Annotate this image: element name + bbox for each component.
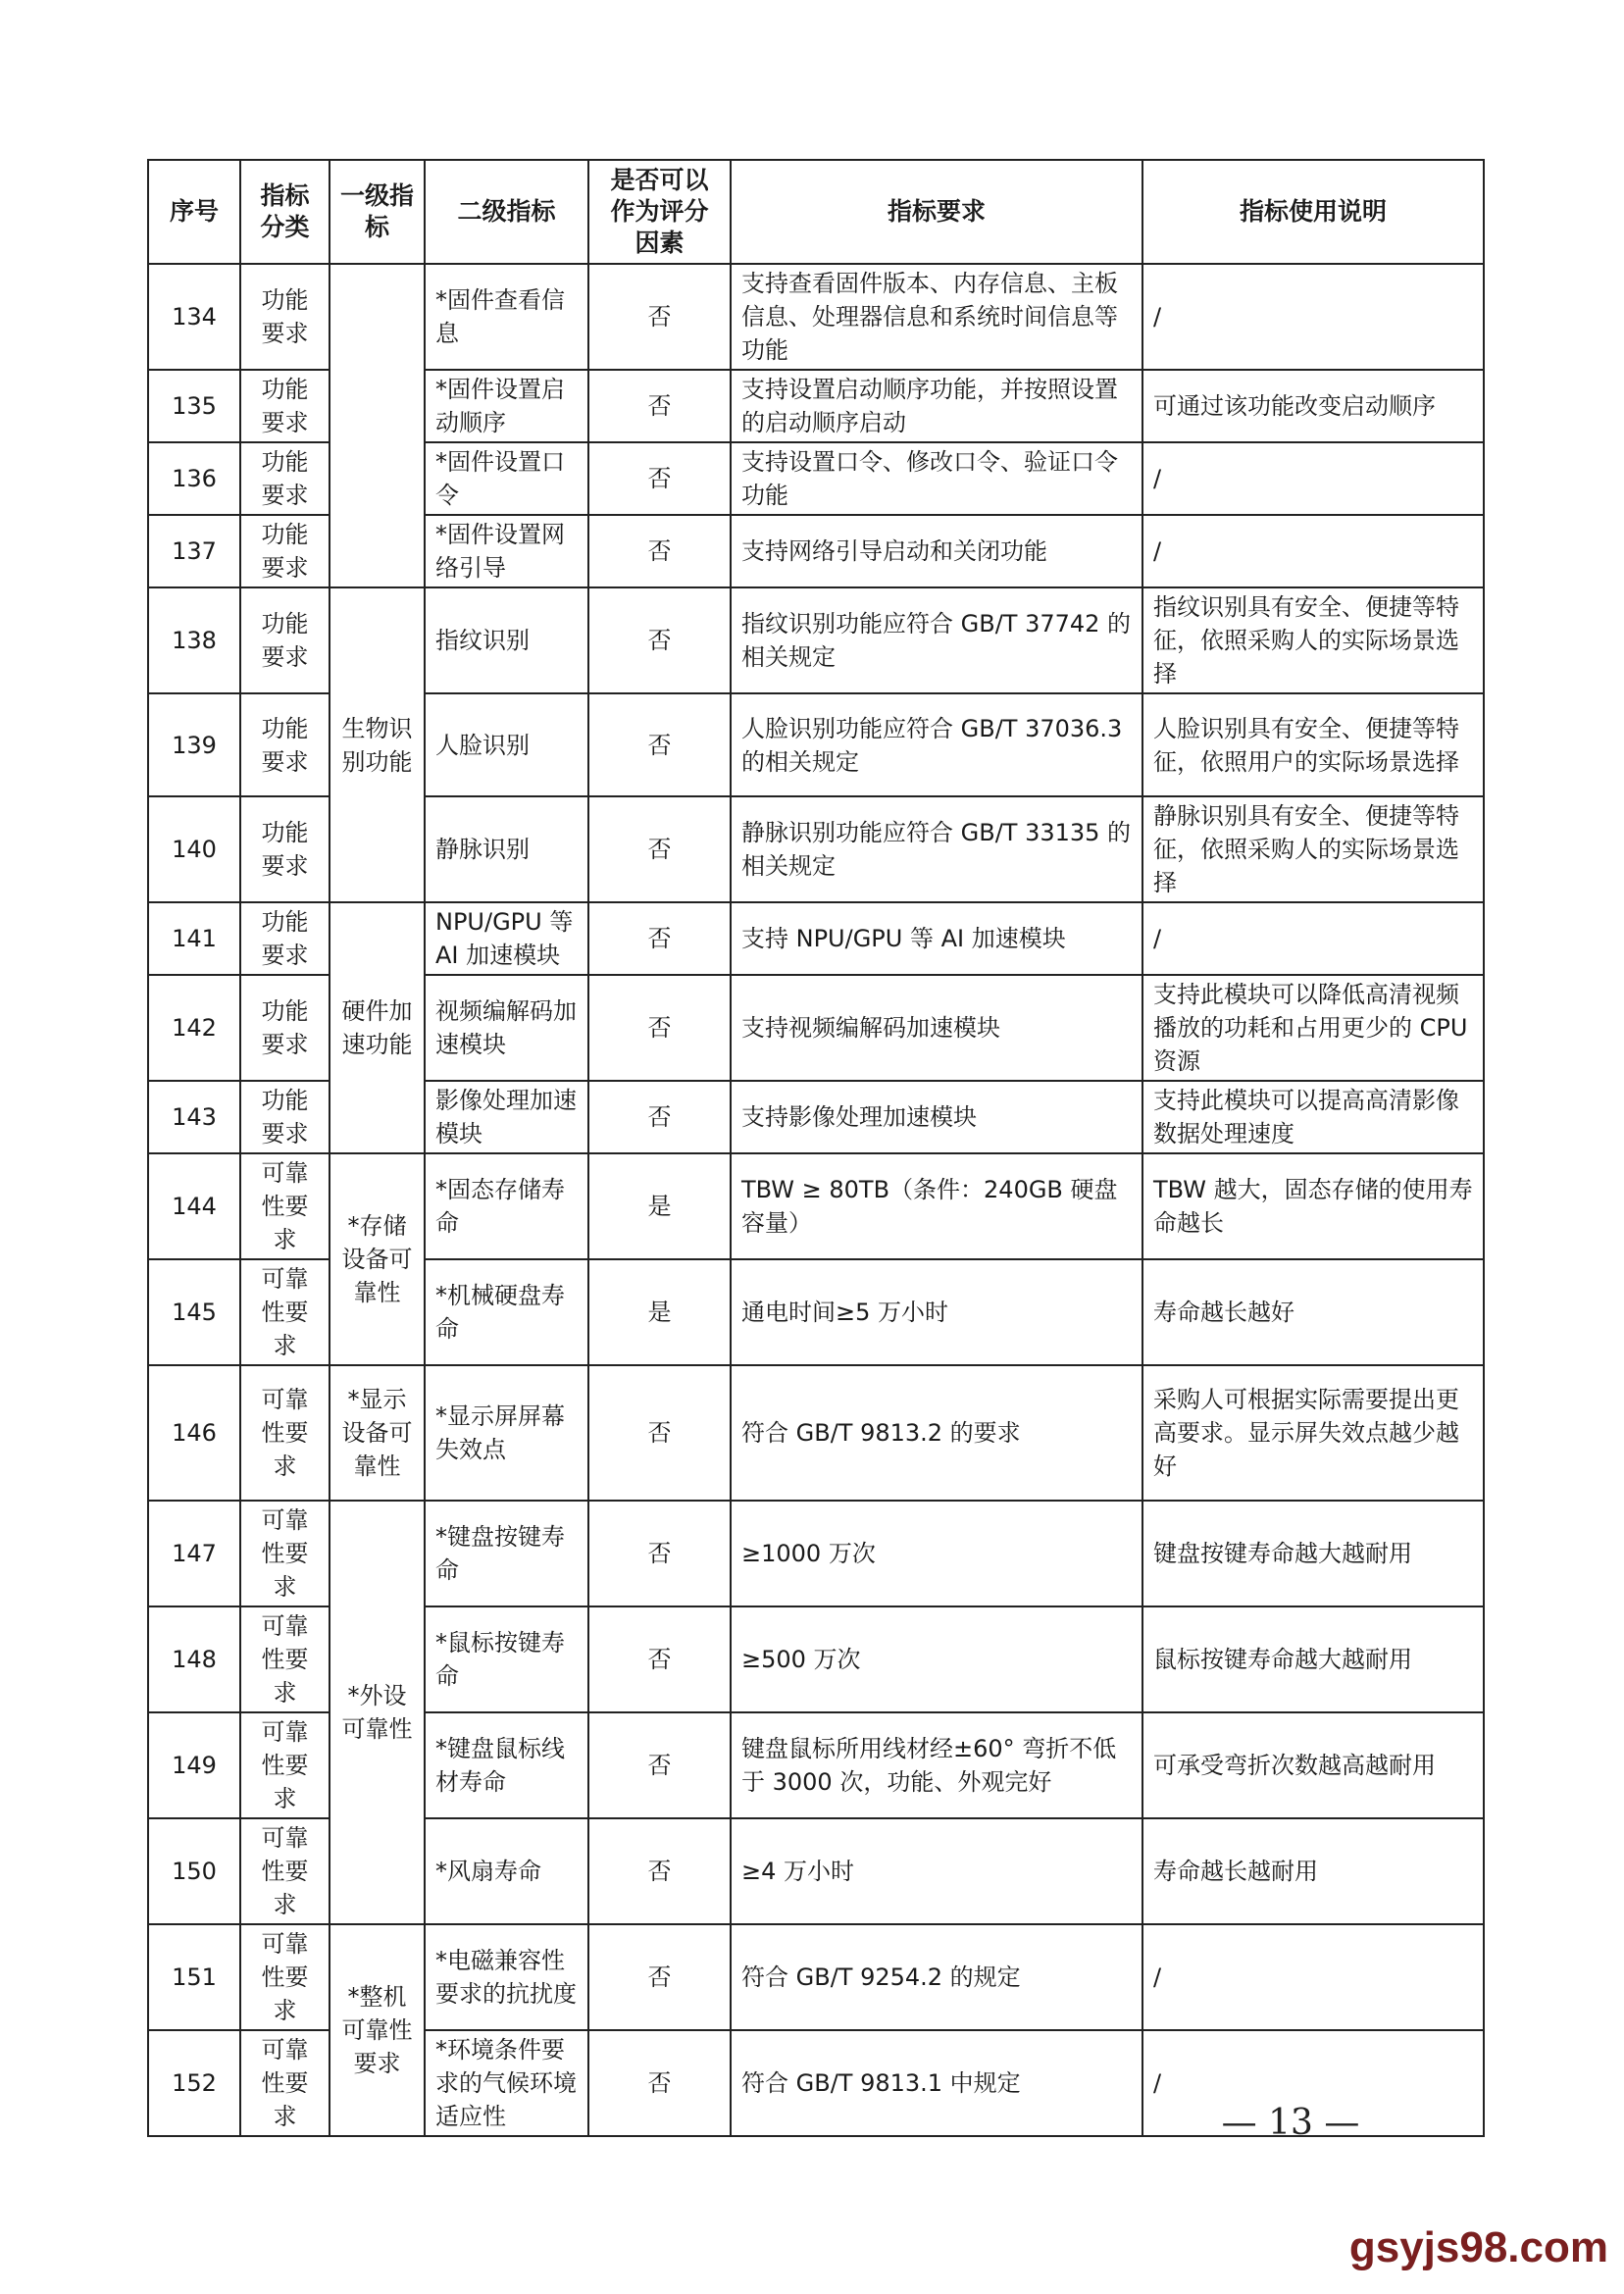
row-category: 功能要求	[240, 1081, 330, 1153]
row-scoring: 否	[588, 693, 731, 796]
row-requirement: 通电时间≥5 万小时	[731, 1259, 1142, 1365]
row-level2: *电磁兼容性要求的抗扰度	[425, 1924, 588, 2030]
row-requirement: 支持 NPU/GPU 等 AI 加速模块	[731, 902, 1142, 975]
row-no: 140	[148, 796, 240, 902]
row-note: 支持此模块可以降低高清视频播放的功耗和占用更少的 CPU 资源	[1142, 975, 1484, 1081]
row-level2: 人脸识别	[425, 693, 588, 796]
row-level2: *键盘按键寿命	[425, 1501, 588, 1606]
row-scoring: 否	[588, 1606, 731, 1712]
row-scoring: 否	[588, 1924, 731, 2030]
table-row	[148, 902, 1484, 975]
row-requirement: ≥500 万次	[731, 1606, 1142, 1712]
group-firmware-empty	[330, 264, 425, 587]
row-requirement: 支持网络引导启动和关闭功能	[731, 515, 1142, 587]
row-requirement: 符合 GB/T 9813.1 中规定	[731, 2030, 1142, 2136]
row-category: 功能要求	[240, 693, 330, 796]
row-level2: *机械硬盘寿命	[425, 1259, 588, 1365]
row-note: 静脉识别具有安全、便捷等特征，依照采购人的实际场景选择	[1142, 796, 1484, 902]
row-note: 可通过该功能改变启动顺序	[1142, 370, 1484, 442]
row-note: 键盘按键寿命越大越耐用	[1142, 1501, 1484, 1606]
row-category: 功能要求	[240, 796, 330, 902]
row-requirement: 支持视频编解码加速模块	[731, 975, 1142, 1081]
row-no: 136	[148, 442, 240, 515]
row-category: 可靠性要求	[240, 1606, 330, 1712]
row-category: 功能要求	[240, 587, 330, 693]
header-row	[148, 160, 1484, 264]
row-level2: 影像处理加速模块	[425, 1081, 588, 1153]
table-row	[148, 1153, 1484, 1259]
table-row	[148, 1365, 1484, 1501]
row-no: 135	[148, 370, 240, 442]
row-level2: *鼠标按键寿命	[425, 1606, 588, 1712]
row-category: 功能要求	[240, 515, 330, 587]
row-category: 可靠性要求	[240, 1259, 330, 1365]
row-requirement: 符合 GB/T 9254.2 的规定	[731, 1924, 1142, 2030]
row-level2: NPU/GPU 等 AI 加速模块	[425, 902, 588, 975]
group-peripheral-reliability: *外设可靠性	[330, 1501, 425, 1924]
row-requirement: ≥4 万小时	[731, 1818, 1142, 1924]
row-no: 146	[148, 1365, 240, 1501]
table-row	[148, 1501, 1484, 1606]
row-note: 人脸识别具有安全、便捷等特征，依照用户的实际场景选择	[1142, 693, 1484, 796]
row-note: 寿命越长越耐用	[1142, 1818, 1484, 1924]
row-scoring: 否	[588, 587, 731, 693]
row-no: 148	[148, 1606, 240, 1712]
row-scoring: 否	[588, 515, 731, 587]
row-scoring: 否	[588, 796, 731, 902]
row-scoring: 否	[588, 1365, 731, 1501]
row-note: /	[1142, 264, 1484, 370]
page-number: — 13 —	[1221, 2103, 1360, 2143]
row-category: 可靠性要求	[240, 1924, 330, 2030]
row-no: 147	[148, 1501, 240, 1606]
table-row	[148, 1924, 1484, 2030]
row-category: 可靠性要求	[240, 1153, 330, 1259]
row-category: 可靠性要求	[240, 2030, 330, 2136]
row-level2: *固件设置启动顺序	[425, 370, 588, 442]
watermark: gsyjs98.com	[1348, 2223, 1608, 2271]
row-category: 功能要求	[240, 264, 330, 370]
row-requirement: 支持设置启动顺序功能，并按照设置的启动顺序启动	[731, 370, 1142, 442]
row-level2: *显示屏屏幕失效点	[425, 1365, 588, 1501]
row-category: 可靠性要求	[240, 1501, 330, 1606]
row-no: 145	[148, 1259, 240, 1365]
row-note: 寿命越长越好	[1142, 1259, 1484, 1365]
group-biometric: 生物识别功能	[330, 587, 425, 902]
row-scoring: 否	[588, 442, 731, 515]
group-hw-accel: 硬件加速功能	[330, 902, 425, 1153]
row-requirement: 符合 GB/T 9813.2 的要求	[731, 1365, 1142, 1501]
row-scoring: 否	[588, 1818, 731, 1924]
header-note: 指标使用说明	[1142, 160, 1484, 264]
header-level1: 一级指标	[330, 160, 425, 264]
row-scoring: 否	[588, 264, 731, 370]
row-level2: *环境条件要求的气候环境适应性	[425, 2030, 588, 2136]
row-no: 152	[148, 2030, 240, 2136]
row-level2: *固件设置口令	[425, 442, 588, 515]
row-note: 鼠标按键寿命越大越耐用	[1142, 1606, 1484, 1712]
row-scoring: 否	[588, 1712, 731, 1818]
row-no: 138	[148, 587, 240, 693]
row-no: 142	[148, 975, 240, 1081]
header-category: 指标分类	[240, 160, 330, 264]
row-category: 可靠性要求	[240, 1712, 330, 1818]
row-level2: *固件设置网络引导	[425, 515, 588, 587]
row-requirement: 键盘鼠标所用线材经±60° 弯折不低于 3000 次，功能、外观完好	[731, 1712, 1142, 1818]
row-scoring: 否	[588, 1081, 731, 1153]
row-no: 149	[148, 1712, 240, 1818]
row-requirement: TBW ≥ 80TB（条件：240GB 硬盘容量）	[731, 1153, 1142, 1259]
row-note: 可承受弯折次数越高越耐用	[1142, 1712, 1484, 1818]
row-scoring: 否	[588, 902, 731, 975]
header-level2: 二级指标	[425, 160, 588, 264]
row-no: 151	[148, 1924, 240, 2030]
row-level2: *固态存储寿命	[425, 1153, 588, 1259]
group-display-reliability: *显示设备可靠性	[330, 1365, 425, 1501]
row-no: 134	[148, 264, 240, 370]
row-level2: 视频编解码加速模块	[425, 975, 588, 1081]
row-scoring: 否	[588, 975, 731, 1081]
row-category: 可靠性要求	[240, 1818, 330, 1924]
row-level2: *固件查看信息	[425, 264, 588, 370]
row-requirement: 支持影像处理加速模块	[731, 1081, 1142, 1153]
table-row	[148, 264, 1484, 370]
row-no: 144	[148, 1153, 240, 1259]
row-scoring: 否	[588, 370, 731, 442]
row-note: /	[1142, 2030, 1484, 2136]
row-no: 139	[148, 693, 240, 796]
row-note: /	[1142, 442, 1484, 515]
row-no: 150	[148, 1818, 240, 1924]
header-no: 序号	[148, 160, 240, 264]
row-note: /	[1142, 515, 1484, 587]
header-scoring: 是否可以作为评分因素	[588, 160, 731, 264]
row-requirement: 人脸识别功能应符合 GB/T 37036.3 的相关规定	[731, 693, 1142, 796]
row-requirement: ≥1000 万次	[731, 1501, 1142, 1606]
header-requirement: 指标要求	[731, 160, 1142, 264]
row-note: 指纹识别具有安全、便捷等特征，依照采购人的实际场景选择	[1142, 587, 1484, 693]
row-note: 支持此模块可以提高高清影像数据处理速度	[1142, 1081, 1484, 1153]
row-category: 功能要求	[240, 370, 330, 442]
row-scoring: 是	[588, 1153, 731, 1259]
row-scoring: 否	[588, 1501, 731, 1606]
row-level2: *风扇寿命	[425, 1818, 588, 1924]
row-note: 采购人可根据实际需要提出更高要求。显示屏失效点越少越好	[1142, 1365, 1484, 1501]
row-note: /	[1142, 902, 1484, 975]
row-note: TBW 越大，固态存储的使用寿命越长	[1142, 1153, 1484, 1259]
row-category: 可靠性要求	[240, 1365, 330, 1501]
row-level2: 静脉识别	[425, 796, 588, 902]
row-category: 功能要求	[240, 902, 330, 975]
row-level2: 指纹识别	[425, 587, 588, 693]
row-scoring: 否	[588, 2030, 731, 2136]
group-system-reliability: *整机可靠性要求	[330, 1924, 425, 2136]
row-level2: *键盘鼠标线材寿命	[425, 1712, 588, 1818]
row-requirement: 指纹识别功能应符合 GB/T 37742 的相关规定	[731, 587, 1142, 693]
row-no: 141	[148, 902, 240, 975]
row-no: 137	[148, 515, 240, 587]
row-no: 143	[148, 1081, 240, 1153]
row-requirement: 支持查看固件版本、内存信息、主板信息、处理器信息和系统时间信息等功能	[731, 264, 1142, 370]
row-category: 功能要求	[240, 975, 330, 1081]
row-category: 功能要求	[240, 442, 330, 515]
table-row	[148, 587, 1484, 693]
row-requirement: 支持设置口令、修改口令、验证口令功能	[731, 442, 1142, 515]
row-requirement: 静脉识别功能应符合 GB/T 33135 的相关规定	[731, 796, 1142, 902]
row-scoring: 是	[588, 1259, 731, 1365]
spec-table	[147, 159, 1485, 2137]
row-note: /	[1142, 1924, 1484, 2030]
group-storage-reliability: *存储设备可靠性	[330, 1153, 425, 1365]
